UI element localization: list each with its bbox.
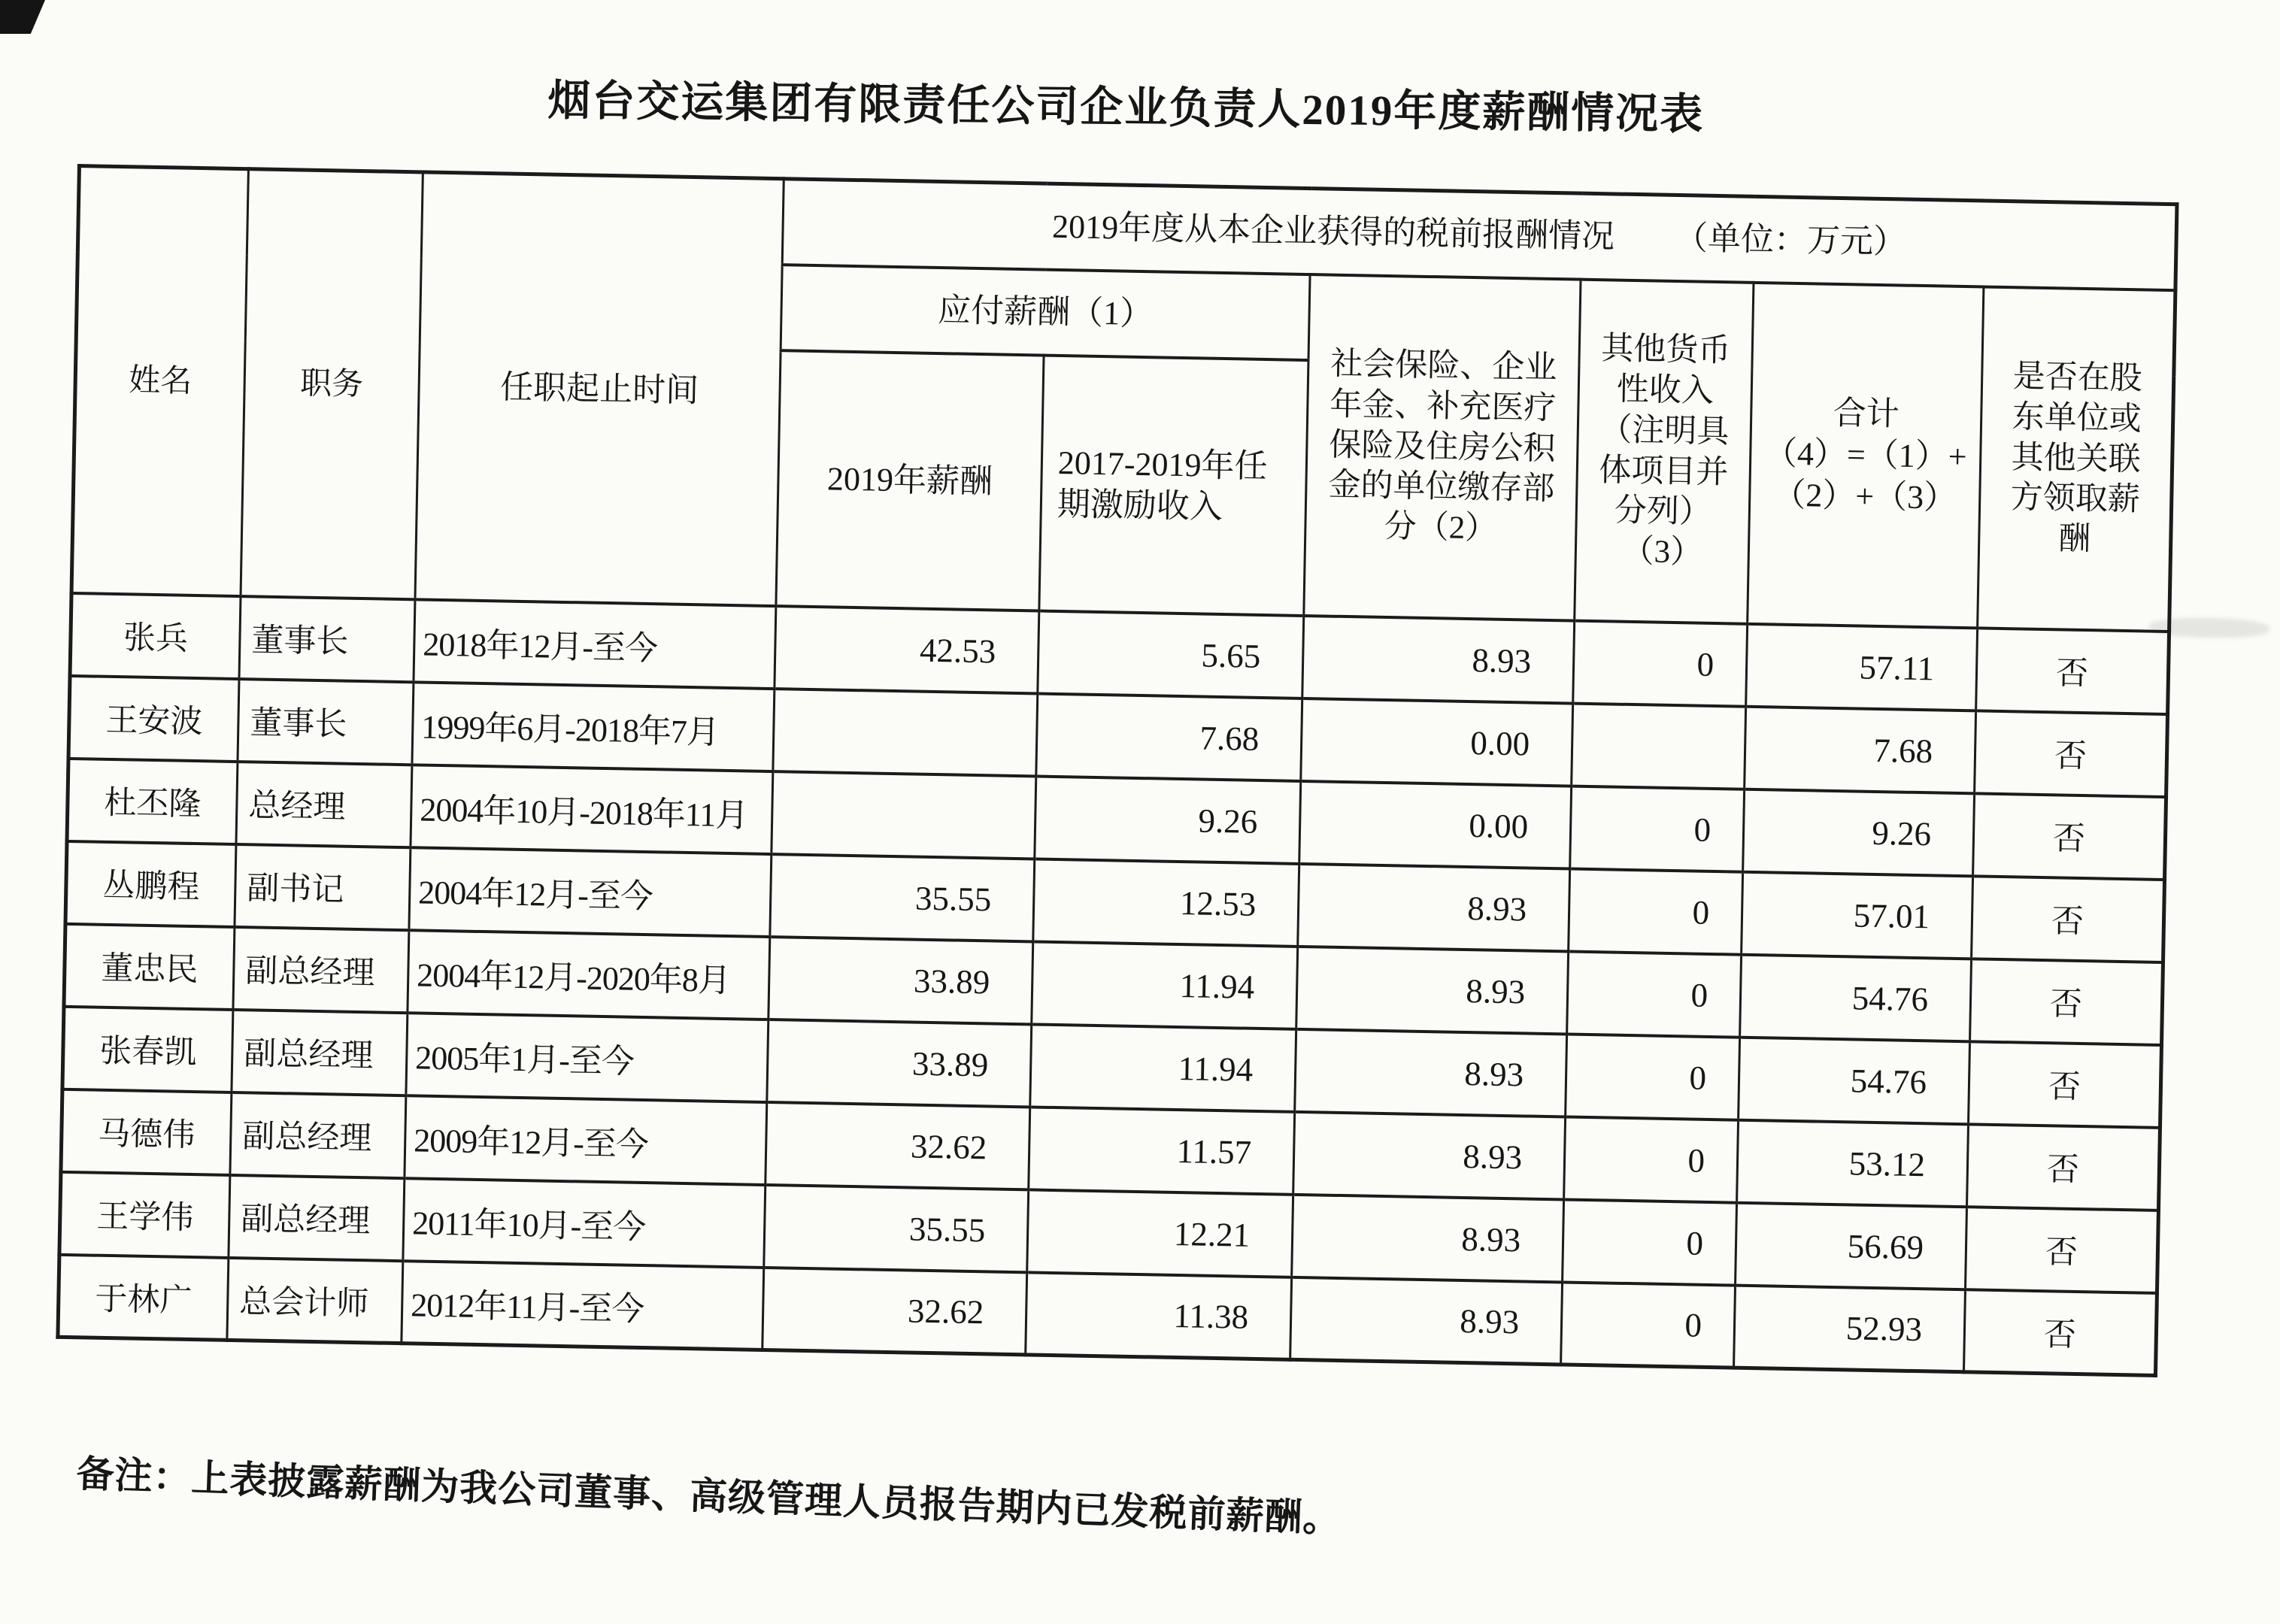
cell-other: 0 [1567, 951, 1742, 1037]
cell-incentive: 9.26 [1035, 776, 1301, 863]
cell-term: 2004年12月-至今 [409, 847, 772, 937]
header-social-insurance: 社会保险、企业 年金、补充医疗 保险及住房公积 金的单位缴存部 分（2） [1304, 274, 1581, 621]
cell-name: 杜丕隆 [67, 758, 238, 844]
cell-position: 副书记 [235, 844, 411, 930]
cell-salary: 35.55 [764, 1184, 1029, 1271]
cell-social: 8.93 [1292, 1194, 1564, 1282]
cell-position: 副总经理 [229, 1174, 405, 1260]
cell-total: 52.93 [1734, 1285, 1966, 1372]
header-incentive: 2017-2019年任 期激励收入 [1039, 355, 1308, 615]
cell-incentive: 12.21 [1027, 1189, 1293, 1277]
cell-related: 否 [1973, 793, 2166, 880]
cell-related: 否 [1970, 959, 2163, 1045]
cell-incentive: 11.94 [1032, 941, 1298, 1029]
cell-other: 0 [1563, 1199, 1737, 1285]
cell-incentive: 5.65 [1038, 611, 1304, 698]
cell-social: 0.00 [1299, 780, 1572, 868]
cell-name: 王学伟 [59, 1171, 230, 1257]
cell-name: 丛鹏程 [65, 841, 236, 926]
header-total: 合计 （4）=（1）+ （2）+（3） [1748, 282, 1984, 628]
cell-social: 8.93 [1290, 1277, 1563, 1365]
cell-term: 2004年10月-2018年11月 [411, 765, 773, 854]
cell-name: 于林广 [58, 1254, 229, 1340]
cell-salary: 32.62 [763, 1267, 1027, 1354]
cell-salary: 32.62 [766, 1102, 1030, 1189]
cell-position: 副总经理 [233, 926, 409, 1012]
cell-social: 8.93 [1293, 1111, 1566, 1199]
cell-other: 0 [1570, 786, 1745, 871]
cell-total: 54.76 [1740, 954, 1972, 1041]
header-pretax-title: 2019年度从本企业获得的税前报酬情况 [1051, 208, 1615, 256]
cell-position: 副总经理 [232, 1009, 408, 1095]
cell-social: 8.93 [1298, 863, 1570, 951]
cell-other [1572, 703, 1746, 789]
cell-name: 张兵 [70, 592, 241, 678]
cell-name: 马德伟 [61, 1089, 232, 1174]
cell-incentive: 11.94 [1030, 1024, 1296, 1111]
cell-term: 1999年6月-2018年7月 [412, 682, 775, 771]
cell-other: 0 [1561, 1282, 1736, 1368]
cell-salary [772, 771, 1036, 859]
header-position: 职务 [241, 169, 423, 599]
cell-total: 56.69 [1736, 1202, 1967, 1289]
cell-salary: 33.89 [767, 1020, 1032, 1107]
cell-other: 0 [1564, 1116, 1739, 1202]
cell-position: 总会计师 [227, 1257, 403, 1343]
cell-other: 0 [1569, 868, 1743, 954]
cell-term: 2011年10月-至今 [403, 1178, 766, 1268]
cell-name: 张春凯 [62, 1006, 233, 1092]
cell-related: 否 [1963, 1289, 2157, 1376]
cell-incentive: 11.57 [1029, 1107, 1295, 1194]
cell-related: 否 [1965, 1207, 2158, 1293]
cell-name: 董忠民 [64, 923, 235, 1009]
cell-salary [773, 689, 1038, 776]
header-term: 任职起止时间 [415, 172, 784, 606]
salary-table [56, 164, 2178, 1377]
table-header [71, 166, 2177, 632]
cell-incentive: 11.38 [1026, 1272, 1292, 1359]
cell-social: 8.93 [1302, 615, 1575, 703]
salary-table-wrap [56, 164, 2178, 1377]
cell-incentive: 12.53 [1033, 859, 1299, 946]
cell-incentive: 7.68 [1036, 693, 1302, 780]
scan-corner-artifact [0, 0, 45, 34]
cell-total: 9.26 [1743, 789, 1975, 876]
cell-salary: 33.89 [769, 937, 1033, 1024]
header-unit: （单位：万元） [1674, 220, 1907, 261]
cell-social: 8.93 [1295, 1029, 1567, 1116]
cell-salary: 42.53 [775, 606, 1039, 693]
cell-total: 7.68 [1745, 706, 1976, 793]
cell-term: 2004年12月-2020年8月 [408, 930, 770, 1020]
cell-related: 否 [1967, 1124, 2160, 1210]
cell-total: 53.12 [1737, 1120, 1969, 1207]
cell-related: 否 [1972, 876, 2165, 962]
page-title: 烟台交运集团有限责任公司企业负责人2019年度薪酬情况表 [547, 77, 1705, 139]
cell-total: 57.01 [1742, 871, 1973, 959]
table-body [58, 592, 2169, 1375]
cell-related: 否 [1969, 1041, 2162, 1128]
cell-social: 8.93 [1296, 946, 1569, 1034]
cell-term: 2018年12月-至今 [414, 599, 776, 689]
cell-related: 否 [1976, 628, 2169, 714]
cell-other: 0 [1573, 620, 1748, 706]
header-name: 姓名 [71, 166, 248, 596]
cell-total: 57.11 [1746, 623, 1978, 710]
footnote: 备注：上表披露薪酬为我公司董事、高级管理人员报告期内已发税前薪酬。 [75, 1452, 1342, 1541]
cell-total: 54.76 [1739, 1037, 1970, 1124]
header-other-monetary: 其他货币 性收入 （注明具 体项目并 分列） （3） [1575, 279, 1754, 623]
cell-position: 总经理 [236, 762, 412, 847]
cell-social: 0.00 [1301, 698, 1573, 786]
cell-term: 2012年11月-至今 [402, 1261, 764, 1350]
cell-position: 董事长 [238, 679, 414, 765]
cell-other: 0 [1566, 1034, 1740, 1120]
cell-name: 王安波 [68, 675, 239, 761]
cell-term: 2005年1月-至今 [406, 1013, 769, 1102]
cell-term: 2009年12月-至今 [405, 1095, 767, 1185]
cell-position: 董事长 [239, 596, 415, 682]
header-related-party: 是否在股 东单位或 其他关联 方领取薪 酬 [1978, 286, 2175, 632]
header-salary-2019: 2019年薪酬 [776, 350, 1044, 611]
cell-salary: 35.55 [770, 854, 1035, 941]
cell-related: 否 [1975, 710, 2168, 797]
cell-position: 副总经理 [230, 1092, 406, 1177]
header-payable: 应付薪酬（1） [781, 265, 1310, 360]
